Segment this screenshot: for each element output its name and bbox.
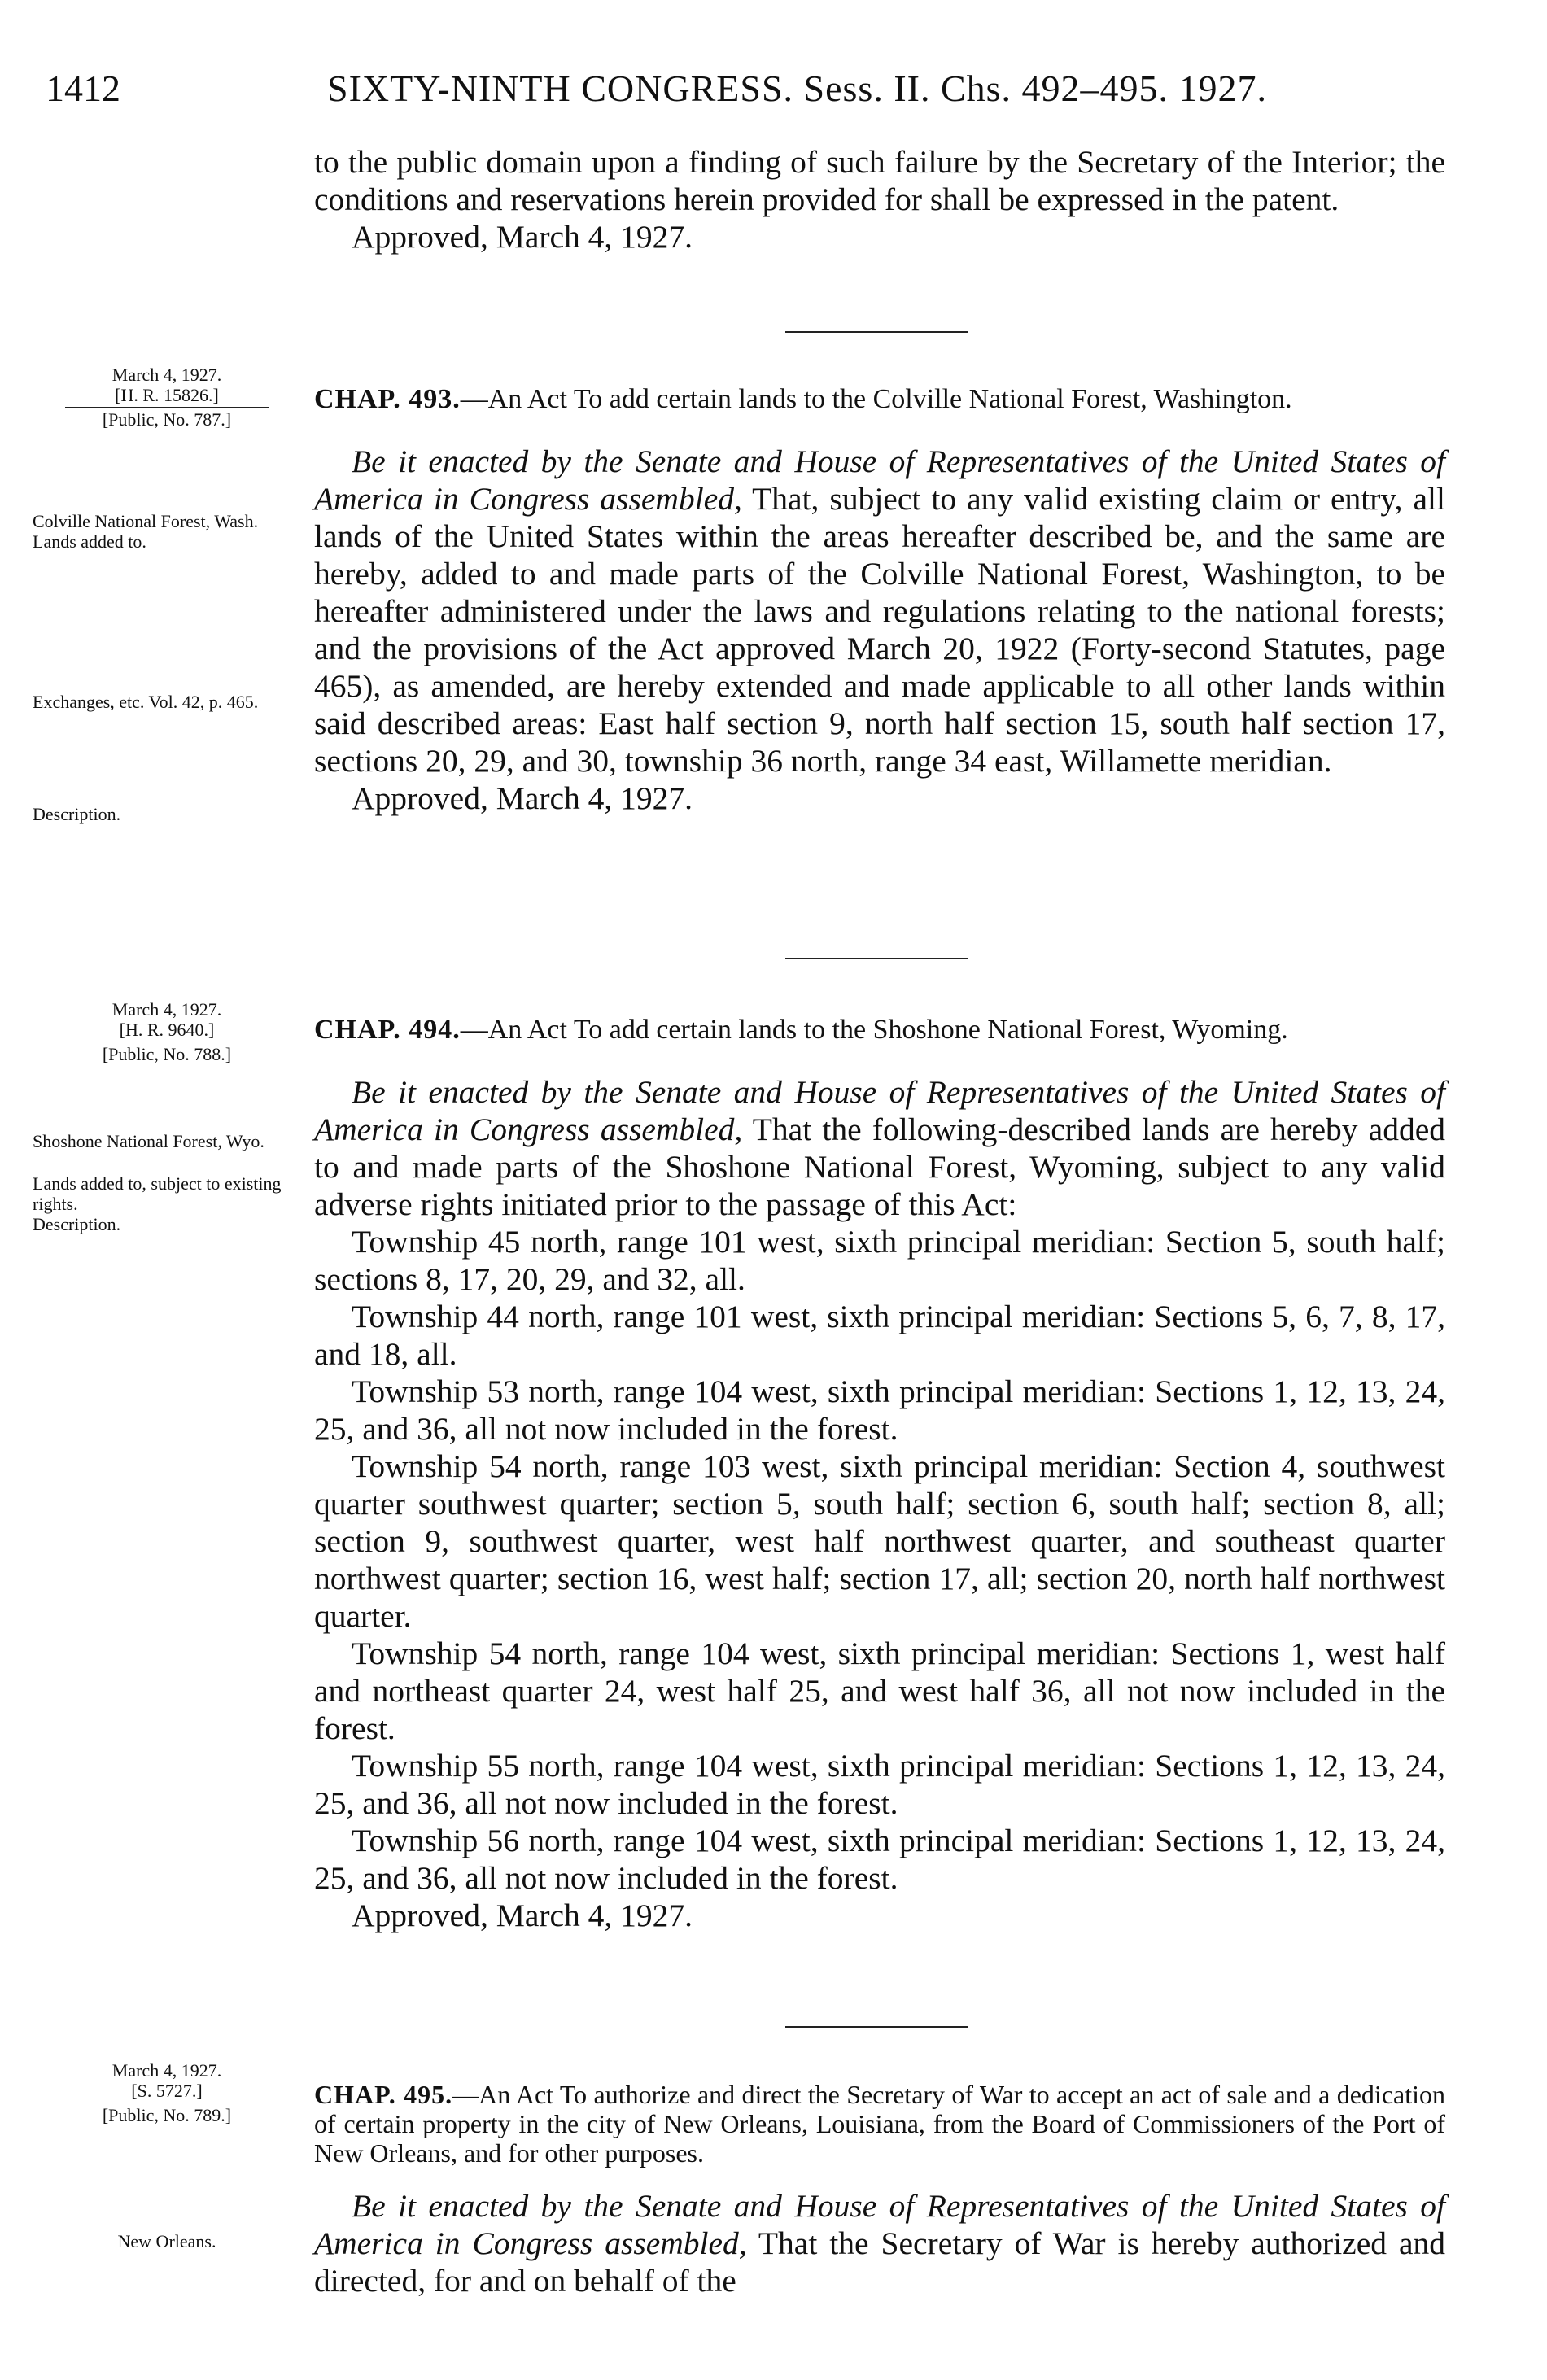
running-title: SIXTY-NINTH CONGRESS. Sess. II. Chs. 492–495. 1927. [327,68,1268,109]
margin-note-new-orleans: New Orleans. [117,2231,216,2251]
continuation-text: to the public domain upon a finding of such failure by the Secretary of the Interior; the conditions and reservations herein provided for shall be expressed in the patent. [314,144,1445,217]
margin-rule [65,407,269,408]
margin-note-description: Description. [33,804,121,824]
section-divider [785,2026,968,2028]
margin-date: March 4, 1927. [111,999,222,1020]
margin-bill: [H. R. 9640.] [119,1020,215,1040]
margin-note-colville: Colville National Forest, Wash. Lands added to. [33,511,259,552]
chapter-title: —An Act To add certain lands to the Shoshone National Forest, Wyoming. [460,1015,1288,1045]
margin-public-law: [Public, No. 789.] [102,2105,232,2125]
margin-public-law: [Public, No. 788.] [102,1044,232,1064]
chapter-title: —An Act To add certain lands to the Colville National Forest, Washington. [460,384,1292,414]
chap495-body [314,2187,1445,2299]
chapter-number: CHAP. 495. [314,2080,453,2109]
chap493-body-text: That, subject to any valid existing claim or entry, all lands of the United States within the areas hereafter described be, and the same are hereby, added to and made parts of the Colville National Forest, Washington, to be hereafter administered under the laws and regulations relating to the national forests; and the provisions of the Act approved March 20, 1922 (Forty-second Statutes, page 465), as amended, are hereby extended and made applicable to all other lands within said described areas: East half section 9, north half section 15, south half section 17, sections 20, 29, and 30, township 36 north, range 34 east, Willamette meridian. [314,481,1445,779]
chap494-approved: Approved, March 4, 1927. [352,1897,693,1933]
chap493 [314,381,1445,816]
chap494-heading [314,1011,1445,1049]
enacting-clause: Be it enacted by the Senate and House of Representatives of the United States of America in Congress assembled, [314,443,1445,517]
page-header [46,67,1453,112]
margin-note-exchanges: Exchanges, etc. Vol. 42, p. 465. [33,692,259,712]
chap493-body [314,443,1445,817]
enacting-clause: Be it enacted by the Senate and House of Representatives of the United States of America in Congress assembled, [314,2188,1445,2261]
margin-bill: [S. 5727.] [131,2081,203,2101]
chapter-number: CHAP. 494. [314,1015,461,1045]
township-paragraph: Township 56 north, range 104 west, sixth principal meridian: Sections 1, 12, 13, 24, 25, and 36, all not now included in the forest. [314,1823,1445,1896]
chap495 [314,2080,1446,2299]
margin-note-shoshone: Shoshone National Forest, Wyo. [33,1131,264,1151]
chap494 [314,1011,1445,1933]
margin-date: March 4, 1927. [111,365,222,385]
chap492-continuation [314,143,1445,255]
margin-note-description: Description. [33,1214,121,1234]
township-paragraph: Township 53 north, range 104 west, sixth principal meridian: Sections 1, 12, 13, 24, 25, and 36, all not now included in the forest. [314,1373,1445,1447]
township-paragraph: Township 54 north, range 104 west, sixth principal meridian: Sections 1, west half and northeast quarter 24, west half 25, and west half 36, all not now included in the forest. [314,1635,1445,1746]
chap494-body-text: That the following-described lands are hereby added to and made parts of the Shoshone National Forest, Wyoming, subject to any valid adverse rights initiated prior to the passage of this Act: [314,1111,1445,1222]
margin-note-lands: Lands added to, subject to existing rights. [33,1173,282,1214]
chap494-body [314,1073,1445,1934]
page-number: 1412 [46,68,120,109]
township-paragraph: Township 55 north, range 104 west, sixth principal meridian: Sections 1, 12, 13, 24, 25, and 36, all not now included in the forest. [314,1748,1445,1821]
chap495-heading [314,2080,1445,2168]
chap495-body-text: That the Secretary of War is hereby authorized and directed, for and on behalf of the [314,2225,1445,2299]
chap492-approved: Approved, March 4, 1927. [352,219,693,255]
township-paragraph: Township 44 north, range 101 west, sixth principal meridian: Sections 5, 6, 7, 8, 17, and 18, all. [314,1299,1445,1372]
section-divider [785,958,968,959]
chap493-approved: Approved, March 4, 1927. [352,780,693,816]
township-paragraph: Township 54 north, range 103 west, sixth principal meridian: Section 4, southwest quarter southwest quarter; section 5, south half; section 6, south half; section 8, all; section 9, southwest quarter, west half northwest quarter, and southeast quarter northwest quarter; section 16, west half; section 17, all; section 20, north half northwest quarter. [314,1448,1445,1634]
section-divider [785,331,968,333]
chapter-number: CHAP. 493. [314,384,461,414]
margin-public-law: [Public, No. 787.] [102,409,232,430]
margin-bill: [H. R. 15826.] [115,385,219,405]
township-paragraph: Township 45 north, range 101 west, sixth principal meridian: Section 5, south half; sections 8, 17, 20, 29, and 32, all. [314,1224,1445,1297]
chap493-heading [314,381,1445,418]
enacting-clause: Be it enacted by the Senate and House of Representatives of the United States of America in Congress assembled, [314,1074,1445,1147]
chapter-title: —An Act To authorize and direct the Secretary of War to accept an act of sale and a dedication of certain property in the city of New Orleans, Louisiana, from the Board of Commissioners of the Port of New Orleans, and for other purposes. [314,2080,1446,2168]
margin-date: March 4, 1927. [111,2060,222,2081]
